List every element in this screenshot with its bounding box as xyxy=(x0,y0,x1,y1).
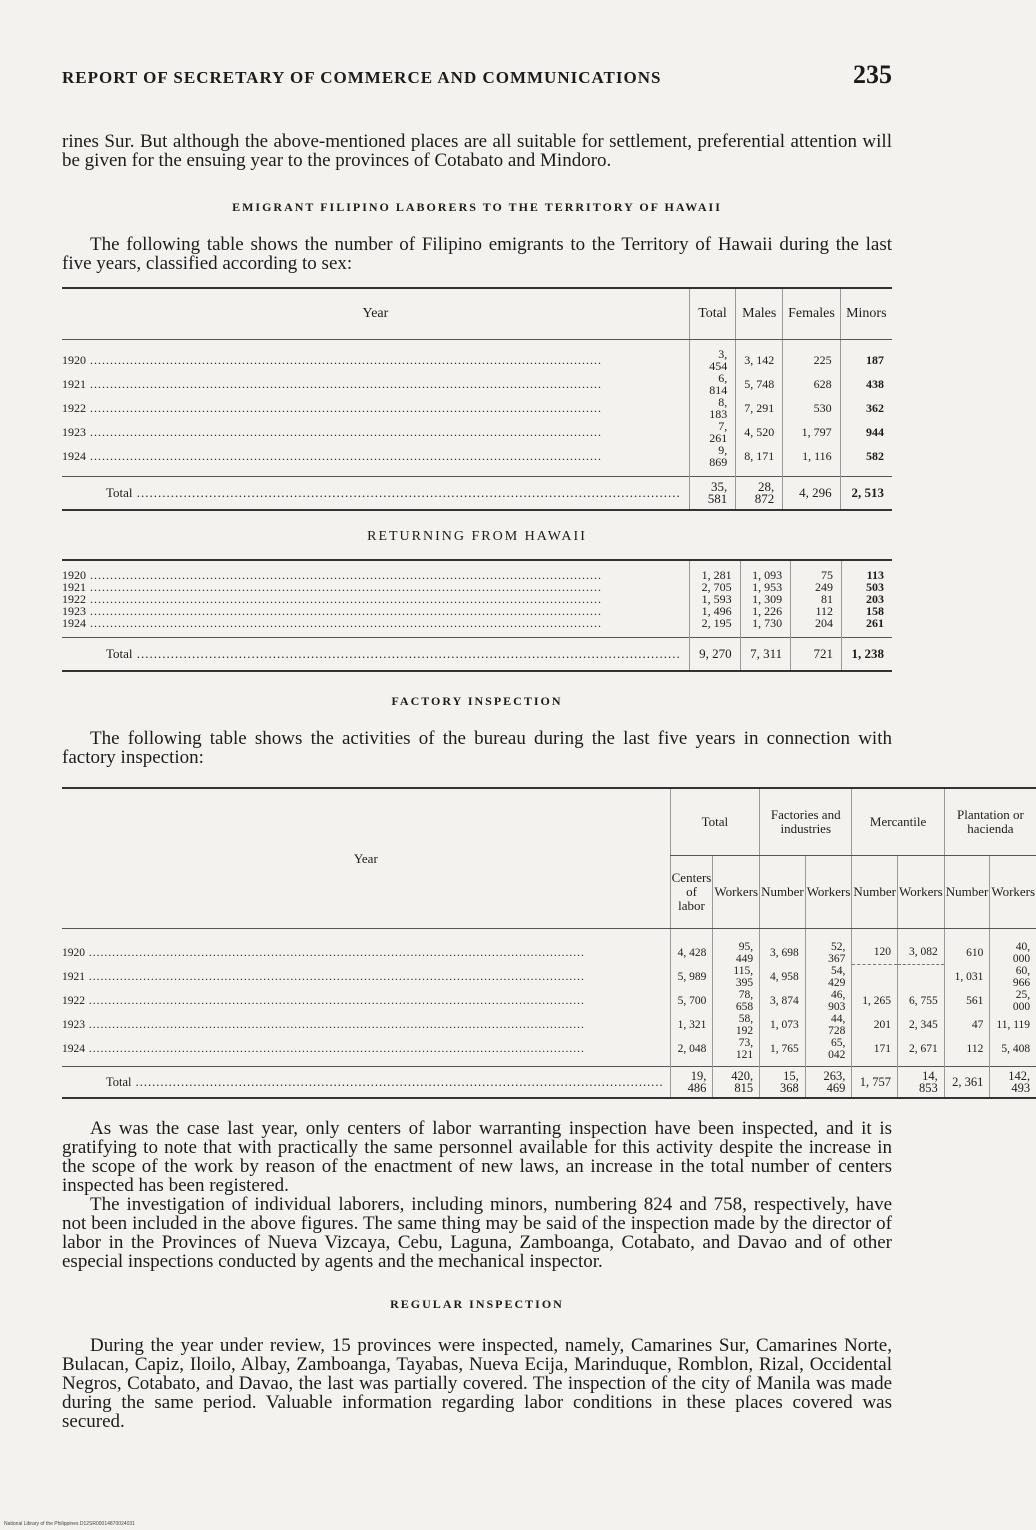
row-year: 1921 xyxy=(62,377,86,391)
group-header-factories: Factories and industries xyxy=(760,788,852,856)
total-cell-females: 721 xyxy=(791,638,842,672)
cell: 25, 000 xyxy=(990,989,1036,1013)
section-heading-emigrants: EMIGRANT FILIPINO LABORERS TO THE TERRITORY OF HAWAII xyxy=(232,200,722,214)
table-row xyxy=(62,348,892,372)
row-year: 1920 xyxy=(62,946,85,959)
group-header-mercantile: Mercantile xyxy=(852,788,944,856)
factory-note-paragraph-1: As was the case last year, only centers of labor warranting inspection have been inspected, and it is gratifying to note that with practically the same personnel available for this activity despite the increase in the scope of the work by reason of the enactment of new laws, an increase in the total number of centers inspected has been registered. xyxy=(62,1118,892,1196)
cell: 52, 367 xyxy=(805,941,852,965)
cell: 44, 728 xyxy=(805,1013,852,1037)
cell-females: 249 xyxy=(791,581,842,593)
cell-minors: 261 xyxy=(842,617,893,629)
total-cell: 1, 757 xyxy=(852,1067,898,1099)
emigrant-table xyxy=(62,287,892,511)
cell: 78, 658 xyxy=(713,989,760,1013)
cell-total: 7, 261 xyxy=(689,420,735,444)
cell-males: 1, 309 xyxy=(740,593,791,605)
cell: 115, 395 xyxy=(713,965,760,989)
total-cell: 19, 486 xyxy=(670,1067,713,1099)
cell-total: 8, 183 xyxy=(689,396,735,420)
cell-females: 225 xyxy=(783,348,840,372)
cell-total: 9, 869 xyxy=(689,444,735,468)
cell-females: 81 xyxy=(791,593,842,605)
total-cell-males: 7, 311 xyxy=(740,638,791,672)
cell-females: 75 xyxy=(791,569,842,581)
total-cell: 142, 493 xyxy=(990,1067,1036,1099)
cell: 1, 765 xyxy=(760,1037,806,1061)
sub-header-number: Number xyxy=(852,856,898,929)
running-header xyxy=(62,60,892,90)
cell: 2, 671 xyxy=(898,1037,945,1061)
cell-males: 7, 291 xyxy=(736,396,783,420)
total-cell: 14, 853 xyxy=(898,1067,945,1099)
sub-header-workers: Workers xyxy=(713,856,760,929)
cell-minors: 203 xyxy=(842,593,893,605)
header-title: REPORT OF SECRETARY OF COMMERCE AND COMMUNICATIONS xyxy=(62,68,662,87)
cell-minors: 582 xyxy=(840,444,892,468)
cell: 120 xyxy=(852,941,898,965)
col-header-year: Year xyxy=(62,788,670,929)
cell: 112 xyxy=(944,1037,990,1061)
cell-minors: 158 xyxy=(842,605,893,617)
cell: 58, 192 xyxy=(713,1013,760,1037)
table-row xyxy=(62,617,892,629)
cell-minors: 503 xyxy=(842,581,893,593)
factory-total-row xyxy=(62,1067,1036,1099)
table-row xyxy=(62,420,892,444)
cell: 95, 449 xyxy=(713,941,760,965)
col-header-males: Males xyxy=(736,288,783,340)
cell-males: 3, 142 xyxy=(736,348,783,372)
cell-males: 1, 953 xyxy=(740,581,791,593)
cell-males: 4, 520 xyxy=(736,420,783,444)
cell-females: 1, 116 xyxy=(783,444,840,468)
col-header-females: Females xyxy=(783,288,840,340)
total-cell: 15, 368 xyxy=(760,1067,806,1099)
group-header-total: Total xyxy=(670,788,759,856)
cell: 3, 082 xyxy=(898,941,945,965)
table-row xyxy=(62,1037,1036,1061)
row-year: 1922 xyxy=(62,401,86,415)
row-year: 1922 xyxy=(62,592,86,606)
cell: 2, 048 xyxy=(670,1037,713,1061)
factory-table xyxy=(62,787,1036,1099)
sub-header-number: Number xyxy=(760,856,806,929)
total-cell-total: 35, 581 xyxy=(689,477,735,511)
row-year: 1920 xyxy=(62,353,86,367)
row-year: 1920 xyxy=(62,568,86,582)
cell: 5, 408 xyxy=(990,1037,1036,1061)
cell: 1, 073 xyxy=(760,1013,806,1037)
col-header-year: Year xyxy=(62,288,689,340)
section-heading-factory: FACTORY INSPECTION xyxy=(391,694,563,708)
cell: 11, 119 xyxy=(990,1013,1036,1037)
cell-females: 112 xyxy=(791,605,842,617)
sub-header-workers: Workers xyxy=(805,856,852,929)
section-heading-regular: REGULAR INSPECTION xyxy=(390,1297,564,1311)
cell-minors: 113 xyxy=(842,569,893,581)
cell: 3, 698 xyxy=(760,941,806,965)
row-year: 1921 xyxy=(62,970,85,983)
cell-total: 2, 705 xyxy=(689,581,740,593)
col-header-minors: Minors xyxy=(840,288,892,340)
cell: 1, 031 xyxy=(944,965,990,989)
cell-males: 1, 730 xyxy=(740,617,791,629)
table-row xyxy=(62,1013,1036,1037)
sub-header-centers: Centers of labor xyxy=(670,856,713,929)
row-year: 1923 xyxy=(62,1018,85,1031)
row-year: 1922 xyxy=(62,994,85,1007)
row-year: 1924 xyxy=(62,1042,85,1055)
cell: 73, 121 xyxy=(713,1037,760,1061)
document-page xyxy=(62,60,1036,1432)
cell xyxy=(852,965,898,989)
row-year: 1923 xyxy=(62,425,86,439)
total-label: Total xyxy=(106,485,133,500)
total-label: Total xyxy=(106,1075,132,1089)
cell: 5, 989 xyxy=(670,965,713,989)
table-row xyxy=(62,989,1036,1013)
total-cell: 263, 469 xyxy=(805,1067,852,1099)
total-cell-males: 28, 872 xyxy=(736,477,783,511)
table-row xyxy=(62,444,892,468)
cell-total: 1, 281 xyxy=(689,569,740,581)
cell: 3, 874 xyxy=(760,989,806,1013)
cell-males: 8, 171 xyxy=(736,444,783,468)
scan-footer: National Library of the Philippines D12SR00014870024031 xyxy=(4,1521,135,1527)
factory-note-paragraph-2: The investigation of individual laborers, including minors, numbering 824 and 758, respectively, have not been included in the above figures. The same thing may be said of the inspection made by the director of labor in the Provinces of Nueva Vizcaya, Cebu, Laguna, Zamboanga, Cotabato, and Davao and of other especial inspections conducted by agents and the mechanical inspector. xyxy=(62,1194,892,1272)
total-cell-minors: 2, 513 xyxy=(840,477,892,511)
cell: 1, 265 xyxy=(852,989,898,1013)
cell-minors: 362 xyxy=(840,396,892,420)
sub-header-workers: Workers xyxy=(898,856,945,929)
cell-females: 1, 797 xyxy=(783,420,840,444)
cell: 40, 000 xyxy=(990,941,1036,965)
emigrant-table-header xyxy=(62,288,892,340)
row-year: 1924 xyxy=(62,449,86,463)
row-year: 1923 xyxy=(62,604,86,618)
sub-header-number: Number xyxy=(944,856,990,929)
cell-total: 2, 195 xyxy=(689,617,740,629)
cell-minors: 187 xyxy=(840,348,892,372)
factory-group-header xyxy=(62,788,1036,856)
cell-total: 6, 814 xyxy=(689,372,735,396)
cell: 54, 429 xyxy=(805,965,852,989)
cell: 171 xyxy=(852,1037,898,1061)
cell: 6, 755 xyxy=(898,989,945,1013)
row-year: 1924 xyxy=(62,616,86,630)
total-label: Total xyxy=(106,646,133,661)
cell: 1, 321 xyxy=(670,1013,713,1037)
cell: 46, 903 xyxy=(805,989,852,1013)
factory-paragraph: The following table shows the activities of the bureau during the last five years in connection with factory inspection: xyxy=(62,728,892,768)
total-cell: 2, 361 xyxy=(944,1067,990,1099)
cell-females: 628 xyxy=(783,372,840,396)
returning-total-row xyxy=(62,638,892,672)
total-cell-females: 4, 296 xyxy=(783,477,840,511)
cell: 4, 958 xyxy=(760,965,806,989)
returning-subheading: RETURNING FROM HAWAII xyxy=(367,529,587,544)
sub-header-workers: Workers xyxy=(990,856,1036,929)
page-number: 235 xyxy=(853,60,892,89)
cell-total: 3, 454 xyxy=(689,348,735,372)
returning-table xyxy=(62,559,892,672)
table-row xyxy=(62,965,1036,989)
cell: 561 xyxy=(944,989,990,1013)
cell-total: 1, 593 xyxy=(689,593,740,605)
cell-total: 1, 496 xyxy=(689,605,740,617)
table-row xyxy=(62,372,892,396)
intro-paragraph: rines Sur. But although the above-mentioned places are all suitable for settlement, preferential attention will be given for the ensuing year to the provinces of Cotabato and Mindoro. xyxy=(62,131,892,171)
cell-males: 5, 748 xyxy=(736,372,783,396)
total-cell-total: 9, 270 xyxy=(689,638,740,672)
cell xyxy=(898,965,945,989)
cell: 201 xyxy=(852,1013,898,1037)
cell-males: 1, 093 xyxy=(740,569,791,581)
cell: 60, 966 xyxy=(990,965,1036,989)
emigrants-paragraph: The following table shows the number of Filipino emigrants to the Territory of Hawaii during the last five years, classified according to sex: xyxy=(62,234,892,274)
cell: 47 xyxy=(944,1013,990,1037)
regular-inspection-paragraph: During the year under review, 15 provinces were inspected, namely, Camarines Sur, Camarines Norte, Bulacan, Capiz, Iloilo, Albay, Zamboanga, Tayabas, Nueva Ecija, Marinduque, Romblon, Rizal, Occidental Negros, Cotabato, and Davao, the last was partially covered. The inspection of the city of Manila was made during the same period. Valuable information regarding labor conditions in these places covered was secured. xyxy=(62,1335,892,1432)
cell-minors: 438 xyxy=(840,372,892,396)
cell-minors: 944 xyxy=(840,420,892,444)
total-cell-minors: 1, 238 xyxy=(842,638,893,672)
row-year: 1921 xyxy=(62,580,86,594)
table-row xyxy=(62,941,1036,965)
cell: 5, 700 xyxy=(670,989,713,1013)
table-row xyxy=(62,396,892,420)
cell-males: 1, 226 xyxy=(740,605,791,617)
cell: 610 xyxy=(944,941,990,965)
group-header-plantation: Plantation or hacienda xyxy=(944,788,1036,856)
col-header-total: Total xyxy=(689,288,735,340)
cell-females: 204 xyxy=(791,617,842,629)
cell: 65, 042 xyxy=(805,1037,852,1061)
cell: 4, 428 xyxy=(670,941,713,965)
cell-females: 530 xyxy=(783,396,840,420)
total-cell: 420, 815 xyxy=(713,1067,760,1099)
emigrant-total-row xyxy=(62,477,892,511)
cell: 2, 345 xyxy=(898,1013,945,1037)
